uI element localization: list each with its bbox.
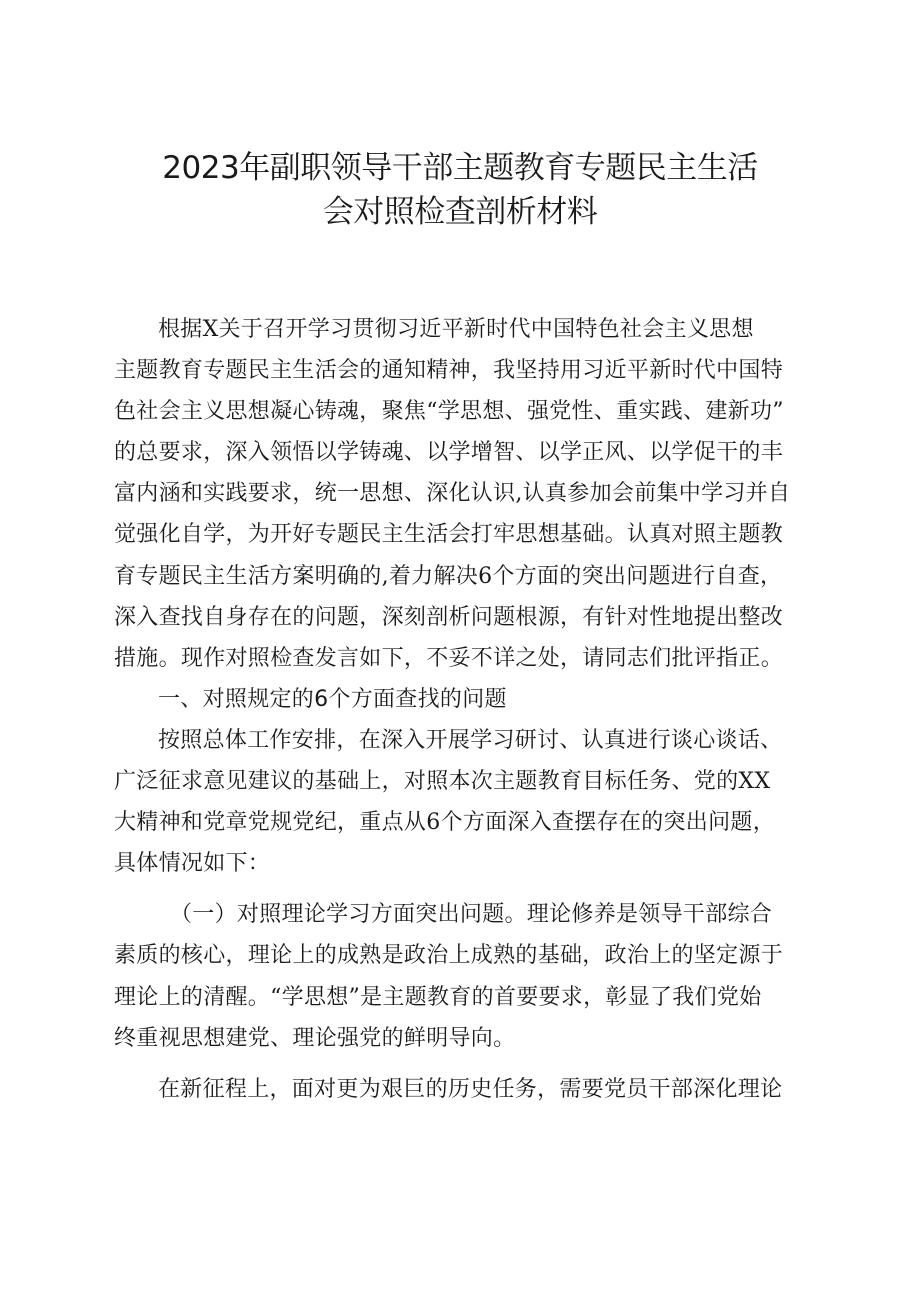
section-line: 广泛征求意见建议的基础上，对照本次主题教育目标任务、党的XX — [114, 769, 771, 795]
document-title-line-1: 2023年副职领导干部主题教育专题民主生活 — [162, 150, 758, 186]
section-heading: 一、对照规定的6个方面查找的问题 — [158, 686, 507, 712]
document-title-line-2: 会对照检查剖析材料 — [322, 194, 598, 230]
intro-line: 措施。现作对照检查发言如下，不妥不详之处，请同志们批评指正。 — [114, 645, 784, 671]
intro-line: 的总要求，深入领悟以学铸魂、以学增智、以学正风、以学促干的丰 — [114, 440, 784, 466]
subsection-line: 终重视思想建党、理论强党的鲜明导向。 — [114, 1025, 516, 1051]
intro-line: 根据X关于召开学习贯彻习近平新时代中国特色社会主义思想 — [158, 317, 754, 342]
subsection-paragraph — [114, 894, 814, 1058]
intro-paragraph — [114, 309, 814, 679]
intro-line: 育专题民主生活方案明确的,着力解决6个方面的突出问题进行自查， — [114, 563, 783, 589]
section-line: 按照总体工作安排，在深入开展学习研讨、认真进行谈心谈话、 — [158, 727, 783, 753]
intro-line: 主题教育专题民主生活会的通知精神，我坚持用习近平新时代中国特 — [114, 358, 784, 384]
body-paragraph — [114, 1069, 814, 1110]
subsection-line: （一）对照理论学习方面突出问题。理论修养是领导干部综合 — [170, 902, 773, 928]
intro-line: 深入查找自身存在的问题，深刻剖析问题根源，有针对性地提出整改 — [114, 604, 784, 630]
intro-line: 色社会主义思想凝心铸魂，聚焦“学思想、强党性、重实践、建新功” — [114, 399, 784, 425]
section-line: 大精神和党章党规党纪，重点从6个方面深入查摆存在的突出问题， — [114, 810, 775, 836]
intro-line: 觉强化自学，为开好专题民主生活会打牢思想基础。认真对照主题教 — [114, 522, 784, 548]
subsection-line: 理论上的清醒。“学思想”是主题教育的首要要求，彰显了我们党始 — [114, 984, 762, 1010]
section-line: 具体情况如下： — [114, 851, 271, 877]
section-paragraph — [114, 720, 814, 884]
body-line: 在新征程上，面对更为艰巨的历史任务，需要党员干部深化理论 — [158, 1076, 783, 1102]
document-body — [114, 309, 814, 1110]
subsection-line: 素质的核心，理论上的成熟是政治上成熟的基础，政治上的坚定源于 — [114, 943, 784, 969]
intro-line: 富内涵和实践要求，统一思想、深化认识,认真参加会前集中学习并自 — [114, 481, 791, 507]
